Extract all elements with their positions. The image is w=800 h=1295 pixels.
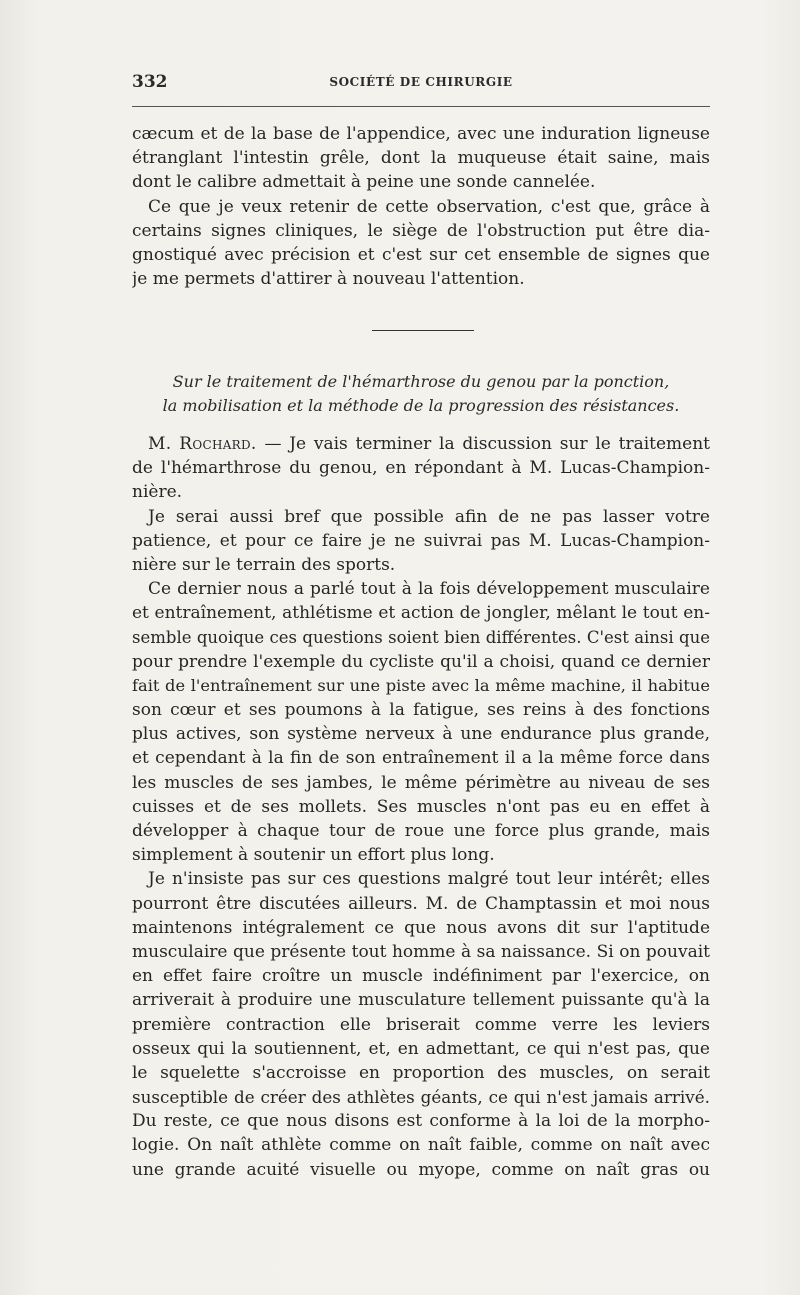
text-line: musculaire que présente tout homme à sa naissance. Si on pouvait bbox=[132, 941, 710, 962]
text-line: étranglant l'intestin grêle, dont la muqueuse était saine, mais bbox=[132, 148, 710, 169]
section-title bbox=[132, 370, 710, 418]
text-line: dont le calibre admettait à peine une sonde cannelée. bbox=[132, 172, 596, 193]
text-line: fait de l'entraînement sur une piste avec la même machine, il habitue bbox=[132, 675, 710, 695]
page-header bbox=[132, 70, 710, 96]
text-line: plus actives, son système nerveux à une endurance plus grande, bbox=[132, 724, 710, 745]
header-rule bbox=[132, 106, 710, 107]
text-line: une grande acuité visuelle ou myope, comme on naît gras ou bbox=[132, 1159, 710, 1180]
opening-text bbox=[132, 122, 710, 291]
text-line: Je serai aussi bref que possible afin de ne pas lasser votre bbox=[148, 506, 710, 527]
text-line: arriverait à produire une musculature tellement puissante qu'à la bbox=[132, 990, 710, 1011]
text-line: Ce dernier nous a parlé tout à la fois développement musculaire bbox=[148, 579, 710, 600]
paragraph bbox=[132, 577, 710, 867]
section-separator bbox=[372, 330, 474, 331]
speaker-name: Rochard. bbox=[179, 434, 257, 454]
text-line: son cœur et ses poumons à la fatigue, ses reins à des fonctions bbox=[132, 700, 710, 721]
paragraph bbox=[132, 867, 710, 1181]
text-line: de l'hémarthrose du genou, en répondant à M. Lucas-Champion- bbox=[132, 458, 710, 479]
speech-first-line: — Je vais terminer la discussion sur le traitement bbox=[264, 434, 710, 454]
text-line: certains signes cliniques, le siège de l'obstruction put être dia- bbox=[132, 220, 710, 241]
text-line: cæcum et de la base de l'appendice, avec une induration ligneuse bbox=[132, 124, 710, 144]
text-line: semble quoique ces questions soient bien différentes. C'est ainsi que bbox=[132, 627, 710, 647]
text-line: osseux qui la soutiennent, et, en admettant, ce qui n'est pas, que bbox=[132, 1038, 710, 1059]
text-line: pourront être discutées ailleurs. M. de Champtassin et moi nous bbox=[132, 893, 710, 914]
text-line: Je n'insiste pas sur ces questions malgré tout leur intérêt; elles bbox=[148, 869, 710, 890]
text-line: les muscles de ses jambes, le même périmètre au niveau de ses bbox=[132, 772, 710, 793]
section-title-line: Sur le traitement de l'hémarthrose du genou par la ponction, bbox=[172, 372, 670, 391]
text-line: et entraînement, athlétisme et action de jongler, mêlant le tout en- bbox=[132, 603, 710, 624]
text-line: Ce que je veux retenir de cette observation, c'est que, grâce à bbox=[148, 196, 710, 217]
speech-paragraph bbox=[132, 432, 710, 505]
text-line: développer à chaque tour de roue une force plus grande, mais bbox=[132, 821, 710, 841]
speaker-prefix: M. bbox=[148, 434, 172, 454]
text-line: Du reste, ce que nous disons est conforme à la loi de la morpho- bbox=[132, 1111, 710, 1132]
text-line bbox=[132, 432, 710, 456]
text-line: en effet faire croître un muscle indéfiniment par l'exercice, on bbox=[132, 966, 710, 987]
text-line: logie. On naît athlète comme on naît faible, comme on naît avec bbox=[132, 1135, 710, 1156]
section-title-line: la mobilisation et la méthode de la progression des résistances. bbox=[162, 396, 680, 415]
text-line: je me permets d'attirer à nouveau l'attention. bbox=[132, 269, 525, 290]
text-line: patience, et pour ce faire je ne suivrai pas M. Lucas-Champion- bbox=[132, 530, 710, 551]
text-line: susceptible de créer des athlètes géants, ce qui n'est jamais arrivé. bbox=[132, 1087, 710, 1108]
paragraph bbox=[132, 195, 710, 292]
discussion-text bbox=[132, 432, 710, 1182]
text-line: et cependant à la fin de son entraînement il a la même force dans bbox=[132, 748, 710, 769]
running-title: SOCIÉTÉ DE CHIRURGIE bbox=[329, 75, 513, 89]
text-line: cuisses et de ses mollets. Ses muscles n'ont pas eu en effet à bbox=[132, 796, 710, 817]
text-line: simplement à soutenir un effort plus long. bbox=[132, 845, 495, 866]
text-line: maintenons intégralement ce que nous avons dit sur l'aptitude bbox=[132, 917, 710, 938]
text-line: pour prendre l'exemple du cycliste qu'il a choisi, quand ce dernier bbox=[132, 651, 710, 672]
paragraph bbox=[132, 122, 710, 195]
page-number: 332 bbox=[132, 72, 168, 92]
text-line: nière. bbox=[132, 482, 183, 503]
text-line: le squelette s'accroisse en proportion des muscles, on serait bbox=[132, 1062, 710, 1083]
text-line: nière sur le terrain des sports. bbox=[132, 554, 396, 575]
paragraph bbox=[132, 505, 710, 578]
text-line: première contraction elle briserait comme verre les leviers bbox=[132, 1014, 710, 1035]
text-line: gnostiqué avec précision et c'est sur cet ensemble de signes que bbox=[132, 244, 710, 265]
